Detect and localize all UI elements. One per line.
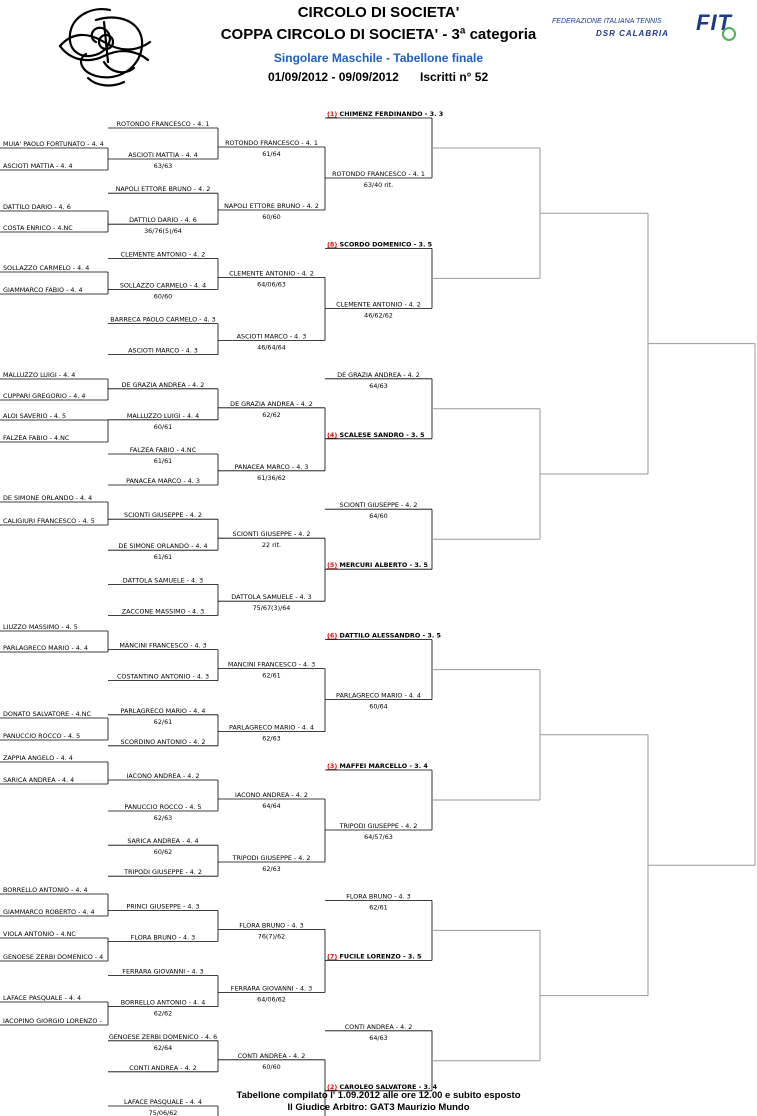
r3-score: 76(7)/62 [257, 932, 286, 941]
r3-player-name: CONTI ANDREA - 4. 2 [237, 1051, 306, 1060]
seed-name: DATTILO ALESSANDRO - 3. 5 [337, 631, 441, 640]
seed-number: (5) [327, 561, 338, 570]
referee-note: Il Giudice Arbitro: GAT3 Maurizio Mundo [287, 1102, 470, 1113]
r3-score: 62/62 [262, 410, 281, 419]
seed-name: CAROLEO SALVATORE - 3. 4 [337, 1082, 438, 1091]
r2-player-name: DATTOLA SAMUELE - 4. 3 [122, 576, 204, 585]
seed-number: (8) [327, 240, 338, 249]
r4-score: 64/60 [369, 512, 388, 521]
r2-player-name: SCIONTI GIUSEPPE - 4. 2 [124, 511, 202, 520]
r3-score: 64/06/63 [257, 280, 286, 289]
seed-name: FUCILE LORENZO - 3. 5 [337, 952, 422, 961]
r2-score: 61/61 [153, 457, 173, 465]
seed-player-name [327, 632, 441, 640]
r3-player-name: PANACEA MARCO - 4. 3 [234, 462, 309, 471]
r2-player-name: SCORDINO ANTONIO - 4. 2 [120, 737, 206, 746]
r1-player-name: DATTILO DARIO - 4. 6 [3, 203, 71, 211]
seed-player-name [327, 240, 432, 248]
seed-number: (6) [327, 631, 338, 640]
r1-player-name: ASCIOTI MATTIA - 4. 4 [3, 162, 73, 170]
r1-player-name: IACOPINO GIORGIO LORENZO - [3, 1017, 102, 1025]
r4-player-name: PARLAGRECO MARIO - 4. 4 [336, 691, 421, 700]
r2-player-name: PANACEA MARCO - 4. 3 [126, 477, 200, 485]
seed-player-name [327, 110, 443, 118]
r1-player-name: COSTA ENRICO - 4.NC [3, 224, 73, 232]
r2-player-name: PARLAGRECO MARIO - 4. 4 [120, 706, 206, 715]
r2-player-name: COSTANTINO ANTONIO - 4. 3 [116, 672, 210, 681]
seed-number: (2) [327, 1082, 338, 1091]
r4-score: 46/62/62 [364, 311, 393, 320]
seed-player-name [327, 561, 428, 569]
r2-score: 60/61 [153, 422, 173, 431]
r3-player-name: SCIONTI GIUSEPPE - 4. 2 [232, 530, 311, 539]
fit-federation-text: FEDERAZIONE ITALIANA TENNIS [552, 18, 662, 25]
r2-player-name: PANUCCIO ROCCO - 4. 5 [124, 803, 202, 811]
r2-player-name: FALZEA FABIO - 4.NC [129, 446, 197, 454]
r3-player-name: FLORA BRUNO - 4. 3 [239, 921, 304, 930]
r3-score: 60/60 [262, 213, 281, 221]
r1-player-name: DE SIMONE ORLANDO - 4. 4 [3, 494, 93, 502]
r4-player-name: FLORA BRUNO - 4. 3 [346, 892, 411, 901]
seed-player-name [327, 762, 428, 770]
compilation-note: Tabellone compilato l' 1.09.2012 alle ore 12.00 e subito esposto [236, 1090, 521, 1101]
r1-player-name: GIAMMARCO ROBERTO - 4. 4 [3, 908, 95, 916]
r1-player-name: ALOI SAVERIO - 4. 5 [3, 412, 67, 420]
r3-player-name: IACONO ANDREA - 4. 2 [235, 791, 308, 799]
r2-score: 63/63 [153, 162, 173, 170]
r2-player-name: BORRELLO ANTONIO - 4. 4 [120, 998, 206, 1007]
seed-number: (4) [327, 430, 338, 439]
r2-player-name: DATTILO DARIO - 4. 6 [129, 216, 197, 225]
page-title: CIRCOLO DI SOCIETA' [297, 4, 460, 21]
r3-score: 61/64 [262, 150, 281, 158]
r1-player-name: GENOESE ZERBI DOMENICO - 4 [3, 953, 104, 961]
r2-score: 61/61 [153, 553, 173, 562]
r3-score: 22 rit. [261, 541, 282, 550]
r2-score: 62/64 [153, 1043, 173, 1052]
r4-score: 64/57/63 [364, 833, 393, 841]
r2-score: 62/63 [153, 814, 173, 822]
seed-player-name [327, 431, 425, 439]
r4-player-name: CONTI ANDREA - 4. 2 [344, 1022, 413, 1031]
r3-player-name: ASCIOTI MARCO - 4. 3 [236, 332, 307, 341]
r1-player-name: LIUZZO MASSIMO - 4. 5 [3, 623, 78, 631]
r3-player-name: CLEMENTE ANTONIO - 4. 2 [229, 269, 314, 278]
r2-player-name: ROTONDO FRANCESCO - 4. 1 [116, 120, 210, 128]
r1-player-name: SOLLAZZO CARMELO - 4. 4 [3, 264, 90, 272]
r1-player-name: ZAPPIA ANGELO - 4. 4 [3, 754, 73, 762]
r3-score: 46/64/64 [257, 343, 286, 352]
r4-score: 60/64 [369, 702, 388, 711]
r4-player-name: ROTONDO FRANCESCO - 4. 1 [332, 170, 425, 178]
r2-player-name: ASCIOTI MARCO - 4. 3 [128, 346, 198, 355]
r3-player-name: FERRARA GIOVANNI - 4. 3 [230, 984, 313, 993]
r1-player-name: FALZEA FABIO - 4.NC [3, 434, 70, 442]
r1-player-name: CALIGIURI FRANCESCO - 4. 5 [3, 517, 95, 525]
r2-player-name: CONTI ANDREA - 4. 2 [129, 1063, 197, 1072]
r2-player-name: ASCIOTI MATTIA - 4. 4 [128, 151, 198, 159]
r3-player-name: ROTONDO FRANCESCO - 4. 1 [225, 139, 318, 147]
seed-name: SCALESE SANDRO - 3. 5 [337, 430, 425, 439]
r2-player-name: MANCINI FRANCESCO - 4. 3 [119, 641, 207, 650]
r2-player-name: MALLUZZO LUIGI - 4. 4 [126, 411, 200, 420]
r3-player-name: MANCINI FRANCESCO - 4. 3 [227, 660, 316, 669]
r2-player-name: SARICA ANDREA - 4. 4 [127, 837, 199, 846]
r4-player-name: CLEMENTE ANTONIO - 4. 2 [336, 300, 421, 309]
r1-player-name: CUPPARI GREGORIO - 4. 4 [3, 392, 86, 400]
seed-name: MERCURI ALBERTO - 3. 5 [337, 561, 428, 570]
r1-player-name: SARICA ANDREA - 4. 4 [3, 776, 75, 784]
r2-player-name: BARRECA PAOLO CARMELO - 4. 3 [110, 315, 216, 324]
r3-score: 75/67(3)/64 [252, 604, 291, 613]
page-subtitle: COPPA CIRCOLO DI SOCIETA' - 3ª categoria [220, 26, 537, 43]
event-dates: 01/09/2012 - 09/09/2012 [268, 70, 399, 84]
r1-player-name: MALLUZZO LUIGI - 4. 4 [3, 371, 76, 379]
r1-player-name: GIAMMARCO FABIO - 4. 4 [3, 286, 83, 294]
r3-player-name: TRIPODI GIUSEPPE - 4. 2 [232, 854, 311, 862]
r1-player-name: DONATO SALVATORE - 4.NC [3, 710, 91, 718]
r2-player-name: DE SIMONE ORLANDO - 4. 4 [118, 542, 208, 551]
r2-player-name: SOLLAZZO CARMELO - 4. 4 [119, 281, 207, 290]
r4-player-name: TRIPODI GIUSEPPE - 4. 2 [339, 822, 418, 830]
r1-player-name: LAFACE PASQUALE - 4. 4 [3, 994, 82, 1002]
seed-name: SCORDO DOMENICO - 3. 5 [337, 240, 433, 249]
r3-player-name: DATTOLA SAMUELE - 4. 3 [231, 593, 312, 602]
r2-player-name: CLEMENTE ANTONIO - 4. 2 [120, 250, 206, 259]
r2-score: 36/76(5)/64 [144, 227, 182, 236]
r2-player-name: PRINCI GIUSEPPE - 4. 3 [126, 902, 200, 911]
r3-score: 62/63 [262, 734, 281, 743]
r3-player-name: NAPOLI ETTORE BRUNO - 4. 2 [224, 202, 319, 210]
r3-score: 62/61 [262, 671, 281, 680]
r3-player-name: DE GRAZIA ANDREA - 4. 2 [230, 399, 313, 408]
r2-player-name: DE GRAZIA ANDREA - 4. 2 [121, 380, 205, 389]
r2-score: 75/06/62 [148, 1109, 178, 1116]
r3-score: 60/60 [262, 1062, 281, 1071]
seed-number: (1) [327, 110, 338, 118]
r2-score: 60/62 [153, 848, 173, 857]
r4-score: 64/63 [369, 381, 388, 390]
r2-score: 60/60 [153, 292, 173, 301]
r1-player-name: PARLAGRECO MARIO - 4. 4 [3, 644, 88, 652]
fit-wordmark: FIT [696, 10, 732, 35]
r3-score: 64/64 [262, 802, 281, 810]
r2-player-name: FLORA BRUNO - 4. 3 [130, 933, 196, 942]
r3-score: 64/06/62 [257, 995, 286, 1004]
registered-count: Iscritti n° 52 [420, 70, 489, 84]
r2-score: 62/62 [153, 1009, 173, 1018]
fit-region-text: DSR CALABRIA [596, 29, 669, 38]
r2-player-name: GENOESE ZERBI DOMENICO - 4. 6 [108, 1032, 218, 1041]
seed-number: (3) [327, 762, 338, 770]
r4-player-name: DE GRAZIA ANDREA - 4. 2 [337, 370, 420, 379]
r2-player-name: NAPOLI ETTORE BRUNO - 4. 2 [115, 185, 211, 194]
r1-player-name: MUIA' PAOLO FORTUNATO - 4. 4 [3, 140, 104, 148]
seed-name: CHIMENZ FERDINANDO - 3. 3 [337, 110, 444, 118]
r2-player-name: TRIPODI GIUSEPPE - 4. 2 [124, 868, 202, 877]
seed-player-name [327, 952, 421, 960]
r3-player-name: PARLAGRECO MARIO - 4. 4 [229, 723, 314, 732]
r3-score: 62/63 [262, 865, 281, 873]
r2-player-name: LAFACE PASQUALE - 4. 4 [123, 1098, 203, 1106]
r3-score: 61/36/62 [257, 473, 286, 482]
r1-player-name: PANUCCIO ROCCO - 4. 5 [3, 732, 81, 740]
seed-number: (7) [327, 952, 338, 961]
r2-player-name: FERRARA GIOVANNI - 4. 3 [122, 967, 204, 976]
r1-player-name: VIOLA ANTONIO - 4.NC [3, 930, 76, 938]
r2-score: 62/61 [153, 717, 173, 726]
r2-player-name: IACONO ANDREA - 4. 2 [126, 772, 200, 780]
r2-player-name: ZACCONE MASSIMO - 4. 3 [121, 607, 205, 616]
r4-score: 63/40 rit. [363, 181, 394, 189]
event-title: Singolare Maschile - Tabellone finale [273, 51, 484, 65]
r4-score: 62/61 [369, 903, 388, 912]
seed-name: MAFFEI MARCELLO - 3. 4 [337, 762, 428, 770]
r1-player-name: BORRELLO ANTONIO - 4. 4 [3, 886, 88, 894]
r4-score: 64/63 [369, 1033, 388, 1042]
r4-player-name: SCIONTI GIUSEPPE - 4. 2 [339, 501, 418, 510]
